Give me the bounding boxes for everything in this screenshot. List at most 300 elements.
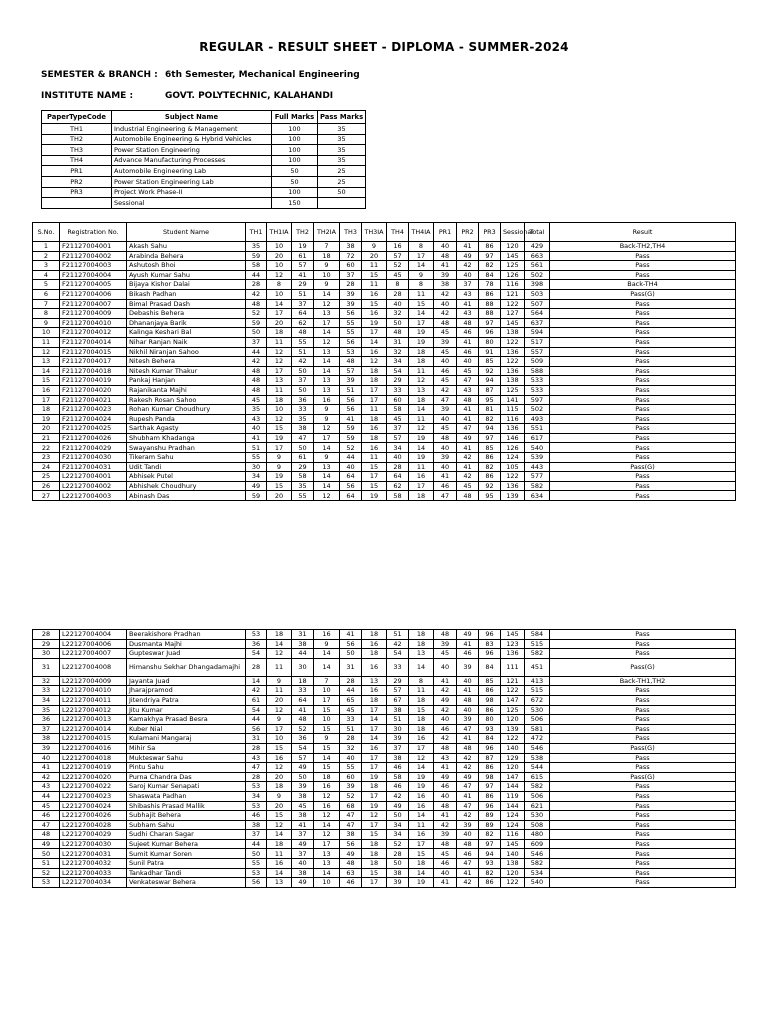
result-cell: 126 xyxy=(501,443,525,453)
result-cell: L22127004010 xyxy=(60,686,127,696)
result-cell: 584 xyxy=(525,630,550,640)
result-cell: 18 xyxy=(267,839,292,849)
result-cell: 46 xyxy=(33,811,60,821)
semester-branch-value: 6th Semester, Mechanical Engineering xyxy=(165,70,360,80)
result-cell: 40 xyxy=(434,357,457,367)
result-cell: 577 xyxy=(525,472,550,482)
result-cell: 61 xyxy=(292,453,314,463)
result-cell: Abinash Das xyxy=(127,491,246,501)
result-cell: 145 xyxy=(501,839,525,849)
result-header-cell: TH1 xyxy=(246,223,267,242)
result-cell: 50 xyxy=(387,811,409,821)
result-cell: Bimal Prasad Dash xyxy=(127,299,246,309)
result-cell: 56 xyxy=(340,481,362,491)
result-cell: 506 xyxy=(525,791,550,801)
result-cell: 48 xyxy=(434,318,457,328)
result-cell: 50 xyxy=(387,318,409,328)
paper-row xyxy=(42,155,366,166)
table-row xyxy=(33,639,736,649)
result-cell: 2 xyxy=(33,251,60,261)
result-cell: F21127004031 xyxy=(60,462,127,472)
result-cell: 582 xyxy=(525,649,550,659)
paper-cell: 35 xyxy=(318,134,366,145)
table-row xyxy=(33,630,736,640)
result-cell: 122 xyxy=(501,686,525,696)
result-cell: 19 xyxy=(33,414,60,424)
result-cell: F21127004007 xyxy=(60,299,127,309)
result-cell: Bijaya Kishor Dalai xyxy=(127,280,246,290)
result-cell: 53 xyxy=(246,868,267,878)
result-cell: 15 xyxy=(314,743,340,753)
result-cell: 17 xyxy=(409,481,434,491)
result-cell: 472 xyxy=(525,734,550,744)
result-cell: 38 xyxy=(387,753,409,763)
result-cell: 443 xyxy=(525,462,550,472)
result-cell: 28 xyxy=(340,734,362,744)
result-cell: 50 xyxy=(246,849,267,859)
result-cell: F21127004025 xyxy=(60,424,127,434)
result-cell: 55 xyxy=(292,491,314,501)
result-cell: 14 xyxy=(314,366,340,376)
result-cell: Pass xyxy=(550,830,736,840)
result-cell: 44 xyxy=(246,839,267,849)
result-cell: 125 xyxy=(501,705,525,715)
result-cell: 44 xyxy=(340,453,362,463)
result-cell: 41 xyxy=(457,405,479,415)
result-cell: 32 xyxy=(387,309,409,319)
result-cell: Shubham Khadanga xyxy=(127,433,246,443)
result-cell: Pass xyxy=(550,491,736,501)
result-cell: Pass xyxy=(550,839,736,849)
paper-row xyxy=(42,145,366,156)
result-header-cell: PR3 xyxy=(479,223,501,242)
result-cell: 12 xyxy=(267,270,292,280)
result-cell: 46 xyxy=(457,347,479,357)
result-cell: 15 xyxy=(409,299,434,309)
result-cell: F21127004026 xyxy=(60,433,127,443)
result-cell: L22127004028 xyxy=(60,820,127,830)
result-cell: 42 xyxy=(292,357,314,367)
result-cell: 49 xyxy=(434,772,457,782)
result-cell: 138 xyxy=(501,328,525,338)
result-cell: 18 xyxy=(292,676,314,686)
result-cell: 14 xyxy=(362,715,387,725)
result-cell: 9 xyxy=(267,462,292,472)
result-cell: 17 xyxy=(314,318,340,328)
result-cell: 96 xyxy=(479,649,501,659)
result-cell: 125 xyxy=(501,261,525,271)
table-row xyxy=(33,280,736,290)
result-cell: Pass xyxy=(550,472,736,482)
result-cell: 37 xyxy=(387,743,409,753)
result-cell: 39 xyxy=(434,639,457,649)
result-cell: 11 xyxy=(362,280,387,290)
result-cell: 59 xyxy=(246,251,267,261)
result-cell: 38 xyxy=(292,639,314,649)
result-cell: 31 xyxy=(246,734,267,744)
result-cell: 581 xyxy=(525,724,550,734)
result-cell: 14 xyxy=(409,763,434,773)
result-cell: 31 xyxy=(387,337,409,347)
result-cell: 39 xyxy=(434,337,457,347)
result-cell: 45 xyxy=(434,649,457,659)
result-cell: 49 xyxy=(457,630,479,640)
result-cell: 41 xyxy=(434,763,457,773)
result-cell: 18 xyxy=(267,630,292,640)
result-cell: 507 xyxy=(525,299,550,309)
result-cell: 15 xyxy=(267,481,292,491)
result-cell: 47 xyxy=(457,424,479,434)
result-cell: Sarthak Agasty xyxy=(127,424,246,434)
result-cell: F21127004023 xyxy=(60,405,127,415)
table-row xyxy=(33,357,736,367)
result-cell: 40 xyxy=(457,270,479,280)
result-cell: 37 xyxy=(292,830,314,840)
result-cell: 52 xyxy=(292,724,314,734)
result-cell: 42 xyxy=(434,820,457,830)
paper-row xyxy=(42,187,366,198)
result-cell: 146 xyxy=(501,433,525,443)
result-cell: 45 xyxy=(434,849,457,859)
result-cell: 92 xyxy=(479,481,501,491)
result-header-cell: PR2 xyxy=(457,223,479,242)
result-cell: 18 xyxy=(362,433,387,443)
result-cell: 413 xyxy=(525,676,550,686)
result-cell: 50 xyxy=(292,772,314,782)
result-cell: 33 xyxy=(387,385,409,395)
result-cell: 48 xyxy=(292,715,314,725)
result-cell: 51 xyxy=(292,289,314,299)
result-cell: 544 xyxy=(525,763,550,773)
result-cell: 9 xyxy=(314,734,340,744)
result-cell: 28 xyxy=(387,462,409,472)
result-cell: 60 xyxy=(387,395,409,405)
result-cell: 46 xyxy=(457,328,479,338)
result-cell: 42 xyxy=(246,357,267,367)
result-cell: L22127004015 xyxy=(60,734,127,744)
table-row xyxy=(33,405,736,415)
result-cell: 14 xyxy=(362,734,387,744)
result-cell: Pass xyxy=(550,376,736,386)
result-cell: 588 xyxy=(525,366,550,376)
result-cell: 18 xyxy=(409,715,434,725)
result-cell: 40 xyxy=(387,299,409,309)
result-cell: 9 xyxy=(362,242,387,252)
result-cell: 539 xyxy=(525,453,550,463)
result-cell: 84 xyxy=(479,270,501,280)
paper-row xyxy=(42,176,366,187)
paper-cell: Advance Manufacturing Processes xyxy=(112,155,272,166)
result-cell: 47 xyxy=(457,724,479,734)
result-cell: L22127004001 xyxy=(60,472,127,482)
result-cell: 615 xyxy=(525,772,550,782)
result-cell: L22127004022 xyxy=(60,782,127,792)
paper-cell: Power Station Engineering xyxy=(112,145,272,156)
result-cell: 63 xyxy=(340,868,362,878)
result-cell: 53 xyxy=(246,782,267,792)
result-cell: 42 xyxy=(246,686,267,696)
result-cell: 508 xyxy=(525,820,550,830)
result-cell: 48 xyxy=(457,839,479,849)
result-cell: L22127004034 xyxy=(60,878,127,888)
table-row xyxy=(33,715,736,725)
result-cell: 609 xyxy=(525,839,550,849)
result-cell: 41 xyxy=(457,414,479,424)
result-cell: 14 xyxy=(314,443,340,453)
result-cell: F21127004021 xyxy=(60,395,127,405)
result-cell: 9 xyxy=(314,453,340,463)
paper-header-row xyxy=(42,111,366,124)
result-cell: 12 xyxy=(409,424,434,434)
result-cell: 46 xyxy=(457,849,479,859)
result-cell: 87 xyxy=(479,385,501,395)
result-cell: 42 xyxy=(457,453,479,463)
result-cell: 46 xyxy=(434,782,457,792)
institute-row xyxy=(41,91,333,101)
result-cell: 17 xyxy=(362,763,387,773)
result-cell: Pass xyxy=(550,782,736,792)
result-cell: 47 xyxy=(457,376,479,386)
result-cell: 39 xyxy=(457,820,479,830)
result-cell: 64 xyxy=(292,695,314,705)
result-cell: 68 xyxy=(340,801,362,811)
result-cell: 15 xyxy=(362,868,387,878)
result-cell: Saroj Kumar Senapati xyxy=(127,782,246,792)
result-cell: 19 xyxy=(409,433,434,443)
result-cell: 42 xyxy=(387,639,409,649)
result-cell: 61 xyxy=(292,251,314,261)
result-cell: 28 xyxy=(340,676,362,686)
result-cell: 10 xyxy=(314,878,340,888)
result-cell: L22127004026 xyxy=(60,811,127,821)
result-cell: Nitesh Behera xyxy=(127,357,246,367)
result-cell: 115 xyxy=(501,405,525,415)
result-cell: 48 xyxy=(457,318,479,328)
result-cell: Pass xyxy=(550,791,736,801)
result-cell: 44 xyxy=(33,791,60,801)
result-cell: 41 xyxy=(434,676,457,686)
result-cell: 120 xyxy=(501,715,525,725)
result-cell: 38 xyxy=(292,868,314,878)
result-cell: Jitendriya Patra xyxy=(127,695,246,705)
table-row xyxy=(33,424,736,434)
table-row xyxy=(33,734,736,744)
result-header-cell: Sessional xyxy=(501,223,525,242)
result-cell: 86 xyxy=(479,791,501,801)
result-cell: 18 xyxy=(362,649,387,659)
result-cell: 40 xyxy=(457,357,479,367)
result-cell: 39 xyxy=(340,299,362,309)
result-cell: Tankadhar Tandi xyxy=(127,868,246,878)
result-cell: 145 xyxy=(501,318,525,328)
result-cell: 52 xyxy=(33,868,60,878)
result-cell: 40 xyxy=(434,791,457,801)
result-cell: 10 xyxy=(267,405,292,415)
table-row xyxy=(33,839,736,849)
table-row xyxy=(33,859,736,869)
result-cell: 47 xyxy=(457,782,479,792)
result-cell: 7 xyxy=(33,299,60,309)
result-cell: 16 xyxy=(314,395,340,405)
result-cell: 52 xyxy=(340,443,362,453)
result-cell: 48 xyxy=(434,743,457,753)
result-cell: 15 xyxy=(314,724,340,734)
result-cell: 120 xyxy=(501,868,525,878)
result-cell: 15 xyxy=(314,705,340,715)
result-cell: Rajanikanta Majhi xyxy=(127,385,246,395)
result-cell: 8 xyxy=(409,242,434,252)
result-cell: Kalinga Keshari Bal xyxy=(127,328,246,338)
result-cell: 18 xyxy=(362,782,387,792)
result-cell: 35 xyxy=(246,405,267,415)
result-cell: 17 xyxy=(314,839,340,849)
result-cell: L22127004023 xyxy=(60,791,127,801)
result-cell: 15 xyxy=(267,743,292,753)
result-cell: 18 xyxy=(409,357,434,367)
result-cell: 16 xyxy=(362,309,387,319)
result-cell: 12 xyxy=(362,811,387,821)
result-cell: L22127004029 xyxy=(60,830,127,840)
table-row xyxy=(33,772,736,782)
result-cell: F21127004024 xyxy=(60,414,127,424)
result-cell: 37 xyxy=(246,830,267,840)
result-cell: 47 xyxy=(457,859,479,869)
result-cell: 17 xyxy=(267,309,292,319)
table-row xyxy=(33,376,736,386)
result-cell: 121 xyxy=(501,676,525,686)
result-cell: F21127004006 xyxy=(60,289,127,299)
result-cell: 8 xyxy=(409,280,434,290)
result-cell: 43 xyxy=(457,385,479,395)
result-cell: 42 xyxy=(457,878,479,888)
result-cell: 47 xyxy=(434,491,457,501)
result-cell: 36 xyxy=(33,715,60,725)
result-cell: 50 xyxy=(292,366,314,376)
result-cell: 515 xyxy=(525,639,550,649)
result-cell: 32 xyxy=(33,676,60,686)
result-cell: 34 xyxy=(387,820,409,830)
result-cell: 27 xyxy=(33,491,60,501)
result-cell: 55 xyxy=(340,763,362,773)
paper-cell: 25 xyxy=(318,166,366,177)
result-cell: 33 xyxy=(340,715,362,725)
result-cell: 34 xyxy=(246,791,267,801)
result-cell: 19 xyxy=(409,453,434,463)
paper-cell: Sessional xyxy=(112,198,272,209)
result-cell: 23 xyxy=(33,453,60,463)
result-cell: 54 xyxy=(246,705,267,715)
result-cell: 121 xyxy=(501,289,525,299)
result-cell: 40 xyxy=(387,453,409,463)
result-cell: F21127004010 xyxy=(60,318,127,328)
result-cell: 124 xyxy=(501,811,525,821)
result-cell: 7 xyxy=(314,242,340,252)
result-cell: Beerakishore Pradhan xyxy=(127,630,246,640)
result-cell: 45 xyxy=(434,328,457,338)
result-cell: Jitu Kumar xyxy=(127,705,246,715)
result-cell: 12 xyxy=(314,299,340,309)
table-row xyxy=(33,366,736,376)
result-cell: 15 xyxy=(362,270,387,280)
result-cell: 17 xyxy=(314,433,340,443)
result-cell: Pass xyxy=(550,849,736,859)
result-cell: 80 xyxy=(479,337,501,347)
table-row xyxy=(33,801,736,811)
result-table-page-2 xyxy=(32,629,736,888)
result-cell: 48 xyxy=(340,859,362,869)
result-cell: 57 xyxy=(340,366,362,376)
result-cell: 16 xyxy=(267,753,292,763)
result-cell: 54 xyxy=(387,649,409,659)
result-cell: 18 xyxy=(409,630,434,640)
result-cell: Pass xyxy=(550,630,736,640)
paper-cell: 50 xyxy=(272,176,318,187)
table-row xyxy=(33,820,736,830)
table-row xyxy=(33,724,736,734)
result-cell: 37 xyxy=(246,337,267,347)
paper-cell: 35 xyxy=(318,155,366,166)
result-cell: 13 xyxy=(314,309,340,319)
result-cell: L22127004003 xyxy=(60,491,127,501)
result-cell: 127 xyxy=(501,309,525,319)
result-cell: 42 xyxy=(457,261,479,271)
result-cell: 534 xyxy=(525,868,550,878)
result-cell: L22127004024 xyxy=(60,801,127,811)
result-cell: 14 xyxy=(267,639,292,649)
result-cell: Dusmanta Majhi xyxy=(127,639,246,649)
result-cell: 17 xyxy=(362,328,387,338)
result-cell: 10 xyxy=(267,242,292,252)
result-cell: 13 xyxy=(33,357,60,367)
result-cell: 122 xyxy=(501,299,525,309)
result-cell: 14 xyxy=(314,868,340,878)
result-cell: 38 xyxy=(292,791,314,801)
result-cell: 52 xyxy=(387,839,409,849)
result-cell: 60 xyxy=(340,772,362,782)
result-cell: 20 xyxy=(267,491,292,501)
result-cell: 51 xyxy=(340,724,362,734)
result-cell: 30 xyxy=(33,649,60,659)
result-cell: 13 xyxy=(267,878,292,888)
result-cell: 37 xyxy=(457,280,479,290)
result-cell: 50 xyxy=(33,849,60,859)
result-cell: 53 xyxy=(246,801,267,811)
result-cell: 57 xyxy=(387,433,409,443)
result-cell: 139 xyxy=(501,491,525,501)
result-cell: Rohan Kumar Choudhury xyxy=(127,405,246,415)
result-cell: 20 xyxy=(267,251,292,261)
result-cell: 11 xyxy=(409,462,434,472)
result-cell: Pass xyxy=(550,385,736,395)
result-cell: 38 xyxy=(292,811,314,821)
result-cell: 19 xyxy=(409,337,434,347)
result-cell: 16 xyxy=(314,801,340,811)
result-cell: 9 xyxy=(267,715,292,725)
result-cell: 502 xyxy=(525,270,550,280)
result-cell: 97 xyxy=(479,251,501,261)
result-cell: 16 xyxy=(362,686,387,696)
result-cell: 41 xyxy=(457,686,479,696)
result-cell: 46 xyxy=(387,782,409,792)
result-cell: Pass xyxy=(550,811,736,821)
result-cell: 16 xyxy=(362,424,387,434)
result-cell: 18 xyxy=(362,366,387,376)
result-cell: 145 xyxy=(501,251,525,261)
result-cell: 41 xyxy=(246,433,267,443)
result-cell: 40 xyxy=(434,299,457,309)
result-cell: 19 xyxy=(409,328,434,338)
result-cell: 116 xyxy=(501,414,525,424)
